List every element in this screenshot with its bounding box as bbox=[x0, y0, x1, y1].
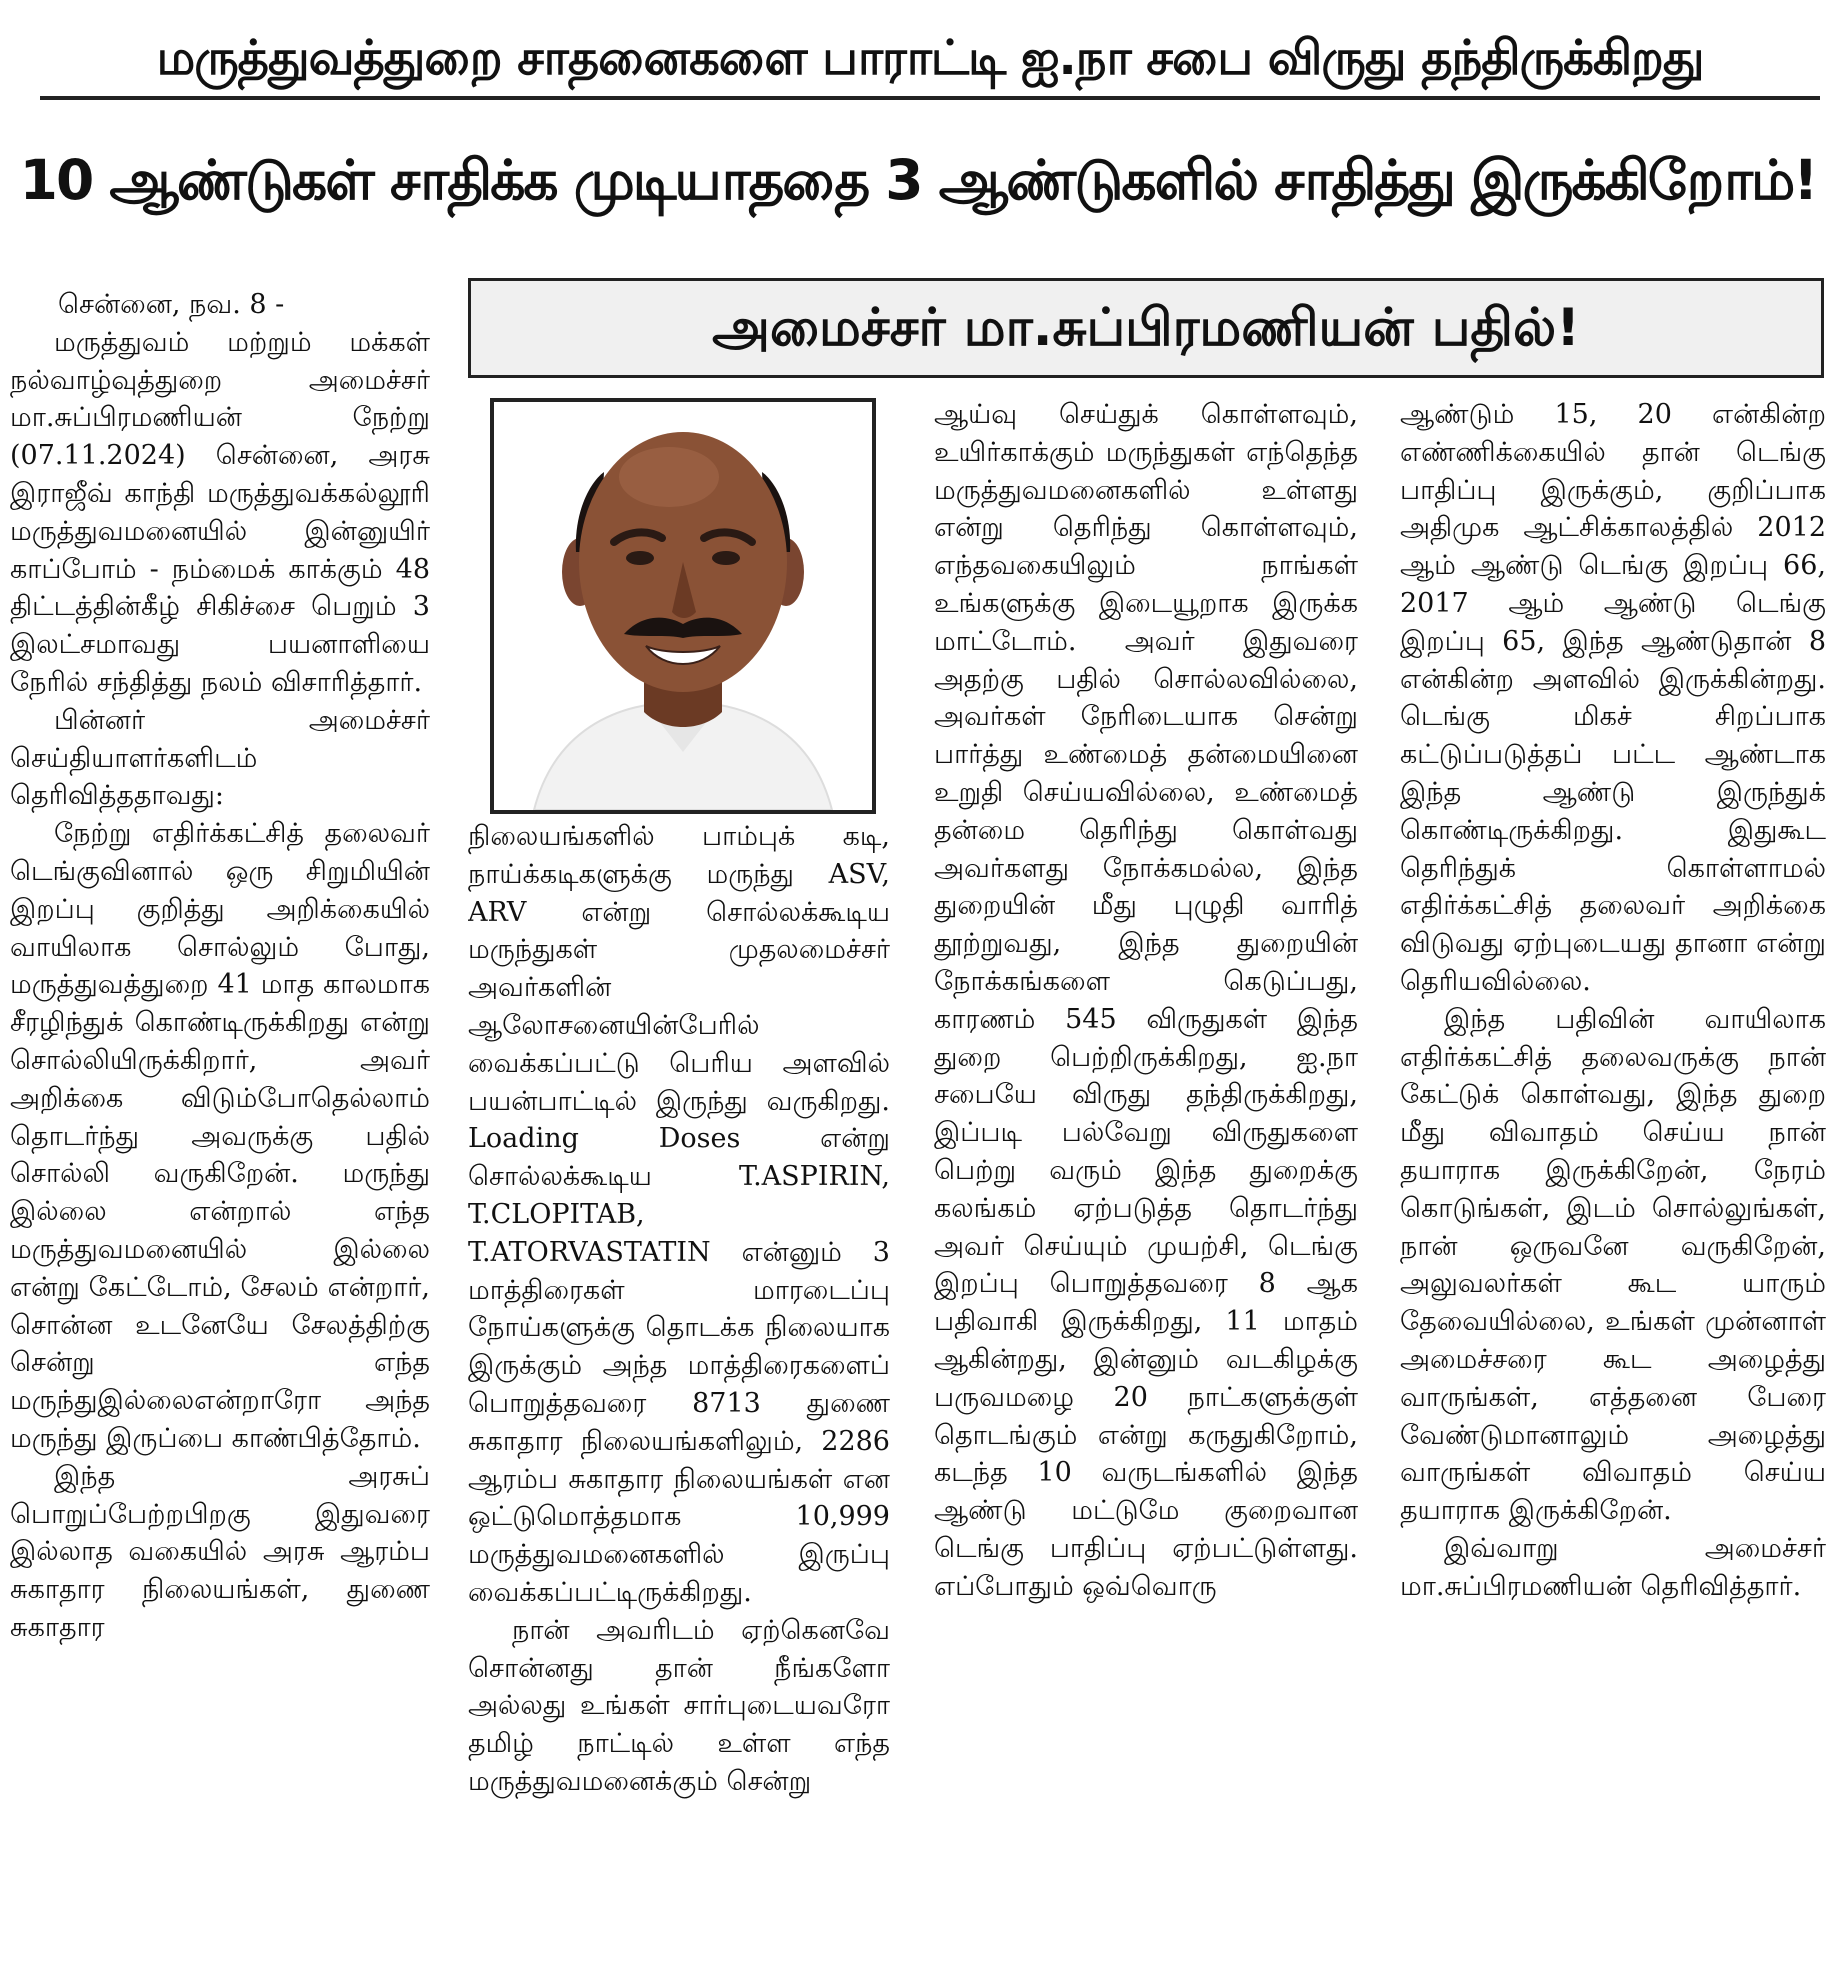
kicker-rule bbox=[40, 96, 1820, 100]
article-column-2 bbox=[468, 818, 890, 1966]
paragraph: ஆய்வு செய்துக் கொள்ளவும், உயிர்காக்கும் மருந்துகள் எந்தெந்த மருத்துவமனைகளில் உள்ளது என்று தெரிந்து கொள்ளவும், எந்தவகையிலும் நாங்கள் உங்களுக்கு இடையூறாக இருக்க மாட்டோம். அவர் இதுவரை அதற்கு பதில் சொல்லவில்லை, அவர்கள் நேரிடையாக சென்று பார்த்து உண்மைத் தன்மையினை உறுதி செய்யவில்லை, உண்மைத் தன்மை தெரிந்து கொள்வது அவர்களது நோக்கமல்ல, இந்த துறையின் மீது புழுதி வாரித் தூற்றுவது, இந்த துறையின் நோக்கங்களை கெடுப்பது, காரணம் 545 விருதுகள் இந்த துறை பெற்றிருக்கிறது, ஐ.நா சபையே விருது தந்திருக்கிறது, இப்படி பல்வேறு விருதுகளை பெற்று வரும் இந்த துறைக்கு கலங்கம் ஏற்படுத்த தொடர்ந்து அவர் செய்யும் முயற்சி, டெங்கு இறப்பு பொறுத்தவரை 8 ஆக பதிவாகி இருக்கிறது, 11 மாதம் ஆகின்றது, இன்னும் வடகிழக்கு பருவமழை 20 நாட்களுக்குள் தொடங்கும் என்று கருதுகிறோம், கடந்த 10 வருடங்களில் இந்த ஆண்டு மட்டுமே குறைவான டெங்கு பாதிப்பு ஏற்பட்டுள்ளது. எப்போதும் ஒவ்வொரு bbox=[934, 399, 1358, 1602]
article-column-4 bbox=[1400, 396, 1826, 1966]
paragraph: நிலையங்களில் பாம்புக் கடி, நாய்க்கடிகளுக்கு மருந்து ASV, ARV என்று சொல்லக்கூடிய மருந்துகள் முதலமைச்சர் அவர்களின் ஆலோசனையின்பேரில் வைக்கப்பட்டு பெரிய அளவில் பயன்பாட்டில் இருந்து வருகிறது. Loading Doses என்று சொல்லக்கூடிய T.ASPIRIN, T.CLOPITAB, T.ATORVASTATIN என்னும் 3 மாத்திரைகள் மாரடைப்பு நோய்களுக்கு தொடக்க நிலையாக இருக்கும் அந்த மாத்திரைகளைப் பொறுத்தவரை 8713 துணை சுகாதார நிலையங்களிலும், 2286 ஆரம்ப சுகாதார நிலையங்கள் என ஒட்டுமொத்தமாக 10,999 மருத்துவமனைகளில் இருப்பு வைக்கப்பட்டிருக்கிறது. bbox=[468, 821, 890, 1608]
paragraph: பின்னர் அமைச்சர் செய்தியாளர்களிடம் தெரிவித்ததாவது: bbox=[10, 704, 430, 812]
article-column-3 bbox=[934, 396, 1358, 1966]
minister-photo bbox=[490, 398, 876, 814]
article-column-1 bbox=[10, 286, 430, 1966]
paragraph: மருத்துவம் மற்றும் மக்கள் நல்வாழ்வுத்துறை அமைச்சர் மா.சுப்பிரமணியன் நேற்று (07.11.2024) சென்னை, அரசு இராஜீவ் காந்தி மருத்துவக்கல்லூரி மருத்துவமனையில் இன்னுயிர் காப்போம் - நம்மைக் காக்கும் 48 திட்டத்தின்கீழ் சிகிச்சை பெறும் 3 இலட்சமாவது பயனாளியை நேரில் சந்தித்து நலம் விசாரித்தார். bbox=[10, 326, 430, 698]
paragraph: இந்த பதிவின் வாயிலாக எதிர்க்கட்சித் தலைவருக்கு நான் கேட்டுக் கொள்வது, இந்த துறை மீது விவாதம் செய்ய நான் தயாராக இருக்கிறேன், நேரம் கொடுங்கள், இடம் சொல்லுங்கள், நான் ஒருவனே வருகிறேன், அலுவலர்கள் கூட யாரும் தேவையில்லை, உங்கள் முன்னாள் அமைச்சரை கூட அழைத்து வாருங்கள், எத்தனை பேரை வேண்டுமானாலும் அழைத்து வாருங்கள் விவாதம் செய்ய தயாராக இருக்கிறேன். bbox=[1400, 1003, 1826, 1527]
paragraph: இவ்வாறு அமைச்சர் மா.சுப்பிரமணியன் தெரிவித்தார். bbox=[1400, 1532, 1826, 1602]
paragraph: இந்த அரசுப் பொறுப்பேற்றபிறகு இதுவரை இல்லாத வகையில் அரசு ஆரம்ப சுகாதார நிலையங்கள், துணை சுகாதார bbox=[10, 1460, 430, 1643]
main-headline: 10 ஆண்டுகள் சாதிக்க முடியாததை 3 ஆண்டுகளில் சாதித்து இருக்கிறோம்! bbox=[19, 148, 1817, 212]
paragraph: நான் அவரிடம் ஏற்கெனவே சொன்னது தான் நீங்களோ அல்லது உங்கள் சார்புடையவரோ தமிழ் நாட்டில் உள்ள எந்த மருத்துவமனைக்கும் சென்று bbox=[468, 1614, 890, 1797]
paragraph: நேற்று எதிர்க்கட்சித் தலைவர் டெங்குவினால் ஒரு சிறுமியின் இறப்பு குறித்து அறிக்கையில் வாயிலாக சொல்லும் போது, மருத்துவத்துறை 41 மாத காலமாக சீரழிந்துக் கொண்டிருக்கிறது என்று சொல்லியிருக்கிறார், அவர் அறிக்கை விடும்போதெல்லாம் தொடர்ந்து அவருக்கு பதில் சொல்லி வருகிறேன். மருந்து இல்லை என்றால் எந்த மருத்துவமனையில் இல்லை என்று கேட்டோம், சேலம் என்றார், சொன்ன உடனேயே சேலத்திற்கு சென்று எந்த மருந்துஇல்லைஎன்றாரோ அந்த மருந்து இருப்பை காண்பித்தோம். bbox=[10, 818, 430, 1454]
sub-headline: அமைச்சர் மா.சுப்பிரமணியன் பதில்! bbox=[712, 298, 1580, 358]
dateline: சென்னை, நவ. 8 - bbox=[58, 289, 285, 320]
paragraph: ஆண்டும் 15, 20 என்கின்ற எண்ணிக்கையில் தான் டெங்கு பாதிப்பு இருக்கும், குறிப்பாக அதிமுக ஆட்சிக்காலத்தில் 2012 ஆம் ஆண்டு டெங்கு இறப்பு 66, 2017 ஆம் ஆண்டு டெங்கு இறப்பு 65, இந்த ஆண்டுதான் 8 என்கின்ற அளவில் இருக்கின்றது. டெங்கு மிகச் சிறப்பாக கட்டுப்படுத்தப் பட்ட ஆண்டாக இந்த ஆண்டு இருந்துக் கொண்டிருக்கிறது. இதுகூட தெரிந்துக் கொள்ளாமல் எதிர்க்கட்சித் தலைவர் அறிக்கை விடுவது ஏற்புடையது தானா என்று தெரியவில்லை. bbox=[1400, 399, 1826, 997]
sub-headline-box bbox=[468, 278, 1824, 378]
portrait-photo-icon bbox=[494, 402, 872, 810]
kicker-headline: மருத்துவத்துறை சாதனைகளை பாராட்டி ஐ.நா சபை விருது தந்திருக்கிறது bbox=[156, 30, 1704, 86]
